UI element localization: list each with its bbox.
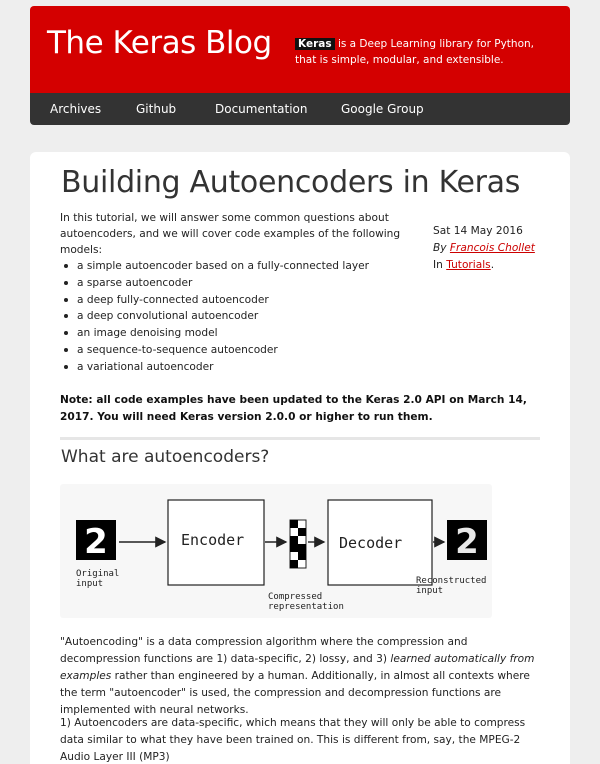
nav-google-group[interactable]: Google Group (341, 102, 424, 116)
nav-documentation[interactable]: Documentation (215, 102, 308, 116)
decoder-label: Decoder (339, 534, 403, 552)
list-item: a sequence-to-sequence autoencoder (60, 342, 420, 359)
keras-badge: Keras (295, 38, 335, 50)
post-title: Building Autoencoders in Keras (61, 165, 521, 200)
compressed-label: Compressed representation (268, 592, 344, 612)
post-meta (433, 223, 563, 274)
para1-text-b: rather than engineered by a human. Additionally, in almost all contexts where the term "autoencoder" is used, the compression and decompression functions are implemented with neural networks. (60, 670, 530, 716)
autoencoder-diagram (60, 484, 492, 618)
list-item: a sparse autoencoder (60, 275, 420, 292)
list-item: a deep fully-connected autoencoder (60, 292, 420, 309)
tagline-text: is a Deep Learning library for Python, that is simple, modular, and extensible. (295, 38, 534, 66)
list-item: a deep convolutional autoencoder (60, 308, 420, 325)
site-header (30, 6, 570, 93)
in-label: In (433, 259, 443, 271)
post-category-line (433, 257, 563, 274)
post-date: Sat 14 May 2016 (433, 225, 523, 237)
body-paragraph-2: 1) Autoencoders are data-specific, which means that they will only be able to compress data similar to what they have been trained on. This is different from, say, the MPEG-2 Audio Layer III (MP3) (60, 717, 526, 763)
author-link[interactable]: Francois Chollet (449, 242, 535, 254)
list-item: a variational autoencoder (60, 359, 420, 376)
model-list (60, 258, 420, 376)
site-tagline (295, 36, 555, 68)
body-paragraph-1 (60, 634, 546, 719)
nav-archives[interactable]: Archives (50, 102, 102, 116)
reconstructed-label: Reconstructed input (416, 576, 487, 596)
list-item: a simple autoencoder based on a fully-connected layer (60, 258, 420, 275)
encoder-label: Encoder (181, 531, 245, 549)
main-nav (30, 93, 570, 125)
section-heading: What are autoencoders? (61, 447, 270, 467)
post-author-line (433, 240, 563, 257)
update-note: Note: all code examples have been updated to the Keras 2.0 API on March 14, 2017. You will need Keras version 2.0.0 or higher to run them. (60, 394, 527, 423)
para1-italic: learned automatically from examples (60, 653, 535, 682)
site-title[interactable]: The Keras Blog (47, 25, 272, 61)
original-digit-glyph: 2 (84, 522, 108, 562)
by-label: By (433, 242, 447, 254)
original-input-label: Original input (76, 569, 120, 589)
category-suffix: . (490, 259, 495, 271)
list-item: an image denoising model (60, 325, 420, 342)
compressed-code-icon (290, 520, 306, 568)
divider (60, 437, 540, 440)
nav-github[interactable]: Github (136, 102, 177, 116)
intro-paragraph: In this tutorial, we will answer some common questions about autoencoders, and we will cover code examples of the following models: (60, 212, 401, 256)
category-link[interactable]: Tutorials (446, 259, 491, 271)
reconstructed-digit-glyph: 2 (455, 522, 479, 562)
para1-text-a: "Autoencoding" is a data compression algorithm where the compression and decompression functions are 1) data-specific, 2) lossy, and 3) (60, 636, 468, 665)
article-card (30, 152, 570, 764)
